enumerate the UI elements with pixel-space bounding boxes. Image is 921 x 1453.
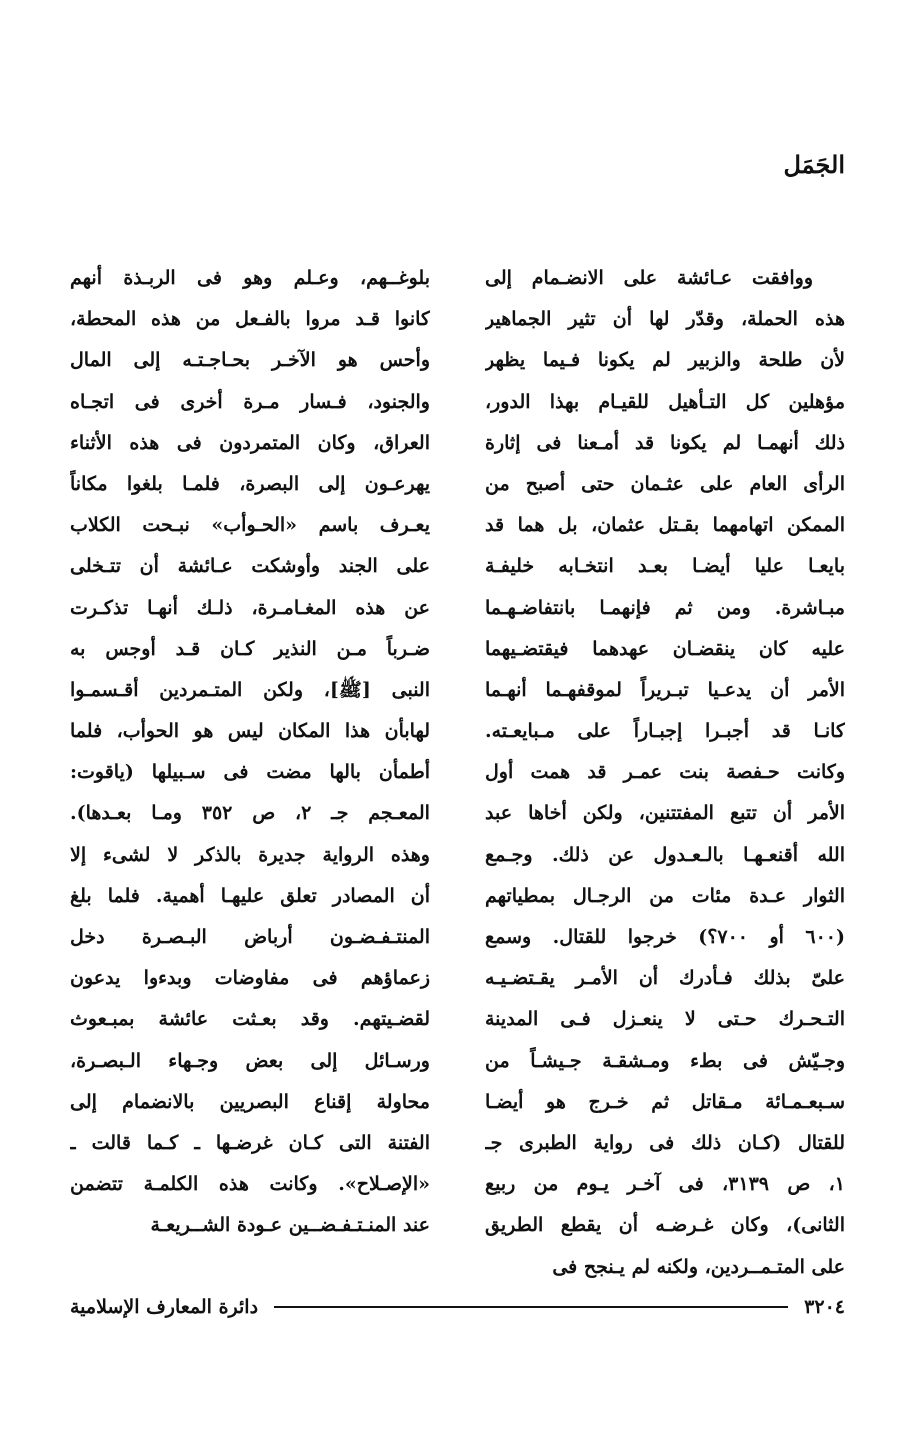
- running-head-title: الجَمَل: [783, 150, 845, 179]
- text-line: سـبعـمـائة مـقاتل ثم خـرج هو أيضـا: [485, 1090, 845, 1113]
- text-line: محاولة إقناع البصريين بالانضمام إلى: [70, 1090, 430, 1113]
- text-line: وأحس هو الآخـر بحـاجـتـه إلى المال: [70, 349, 430, 372]
- text-line: الرأى العام على عثـمان حتى أصبح من: [485, 472, 845, 495]
- text-line: الفتنة التى كـان غرضـها ـ كـما قالت ـ: [70, 1131, 430, 1154]
- text-line: ١، ص ٣١٣٩، فى آخـر يـوم من ربيع: [485, 1173, 845, 1196]
- text-line: وجـيّش فى بطء ومـشقـة جـيشـاً من: [485, 1049, 845, 1072]
- text-line: ورسـائل إلى بعض وجـهاء الـبصـرة،: [70, 1049, 430, 1072]
- text-line: بايعـا عليا أيضـا بعـد انتخـابه خليفـة: [485, 555, 845, 578]
- text-line: الأمر أن يدعـيا تبـريراً لموقفهـما أنهـما: [485, 678, 845, 701]
- text-line: ضـرباً مـن النذير كـان قـد أوجس به: [70, 637, 430, 660]
- text-line: ووافقت عـائشة على الانضـمام إلى: [485, 267, 813, 289]
- text-line: الأمر أن تتبع المفتتنين، ولكن أخاها عبد: [485, 802, 845, 825]
- text-line: الثوار عـدة مئات من الرجـال بمطياتهم: [485, 884, 845, 907]
- text-line: لهابأن هذا المكان ليس هو الحوأب، فلما: [70, 720, 430, 743]
- text-line: العراق، وكان المتمردون فى هذه الأثناء: [70, 431, 430, 454]
- text-line: بلوغــهم، وعـلم وهو فى الربـذة أنهم: [70, 267, 430, 289]
- text-line: علىّ بذلك فـأدرك أن الأمـر يقـتضـيـه: [485, 967, 845, 990]
- text-line: (٦٠٠ أو ٧٠٠؟) خرجوا للقتال. وسمع: [485, 926, 845, 948]
- text-line: التـحـرك حـتى لا ينعـزل فـى المدينة: [485, 1008, 845, 1031]
- text-line: مبـاشرة. ومن ثم فإنهمـا بانتفاضـهـما: [485, 596, 845, 619]
- text-line: الله أقنعـهـا بالـعـدول عن ذلك. وجـمع: [485, 843, 845, 866]
- text-line: النبى [ﷺ]، ولكن المتـمردين أقـسمـوا: [70, 678, 430, 701]
- text-line: للقتال (كـان ذلك فى رواية الطبرى جـ: [485, 1131, 845, 1154]
- text-line: هذه الحملة، وقدّر لها أن تثير الجماهير: [485, 308, 845, 331]
- footer-rule: [274, 1306, 788, 1308]
- text-line: وكانت حـفصة بنت عمـر قد همت أول: [485, 761, 845, 784]
- text-line: على المتـمــردين، ولكنه لم يـنجح فى: [552, 1255, 845, 1278]
- text-line: زعماؤهم فى مفاوضات وبدءوا يدعون: [70, 967, 430, 990]
- text-column-right: [485, 258, 845, 1288]
- text-line: ذلك أنهمـا لم يكونا قد أمـعنا فى إثارة: [485, 431, 845, 454]
- text-line: لقضـيتهم. وقد بعـثت عائشة بمبـعوث: [70, 1008, 430, 1031]
- publication-title: دائرة المعارف الإسلامية: [70, 1296, 259, 1318]
- page-footer: [70, 1292, 845, 1322]
- text-line: المعـجم جـ ٢، ص ٣٥٢ ومـا بعـدها).: [70, 802, 430, 825]
- text-column-left: [70, 258, 430, 1247]
- text-line: أطمأن بالها مضت فى سـبيلها (ياقوت:: [70, 761, 430, 784]
- text-line: عليه كان ينقضـان عهدهما فيقتضـيهما: [485, 637, 845, 660]
- text-line: كانـا قد أجبـرا إجبـاراً على مـبايعـته.: [485, 720, 845, 743]
- text-line: «الإصـلاح». وكانت هذه الكلمـة تتضمن: [70, 1173, 430, 1196]
- text-line: لأن طلحة والزبير لم يكونا فـيما يظهر: [485, 349, 845, 372]
- text-line: عند المنـتـفـضــين عـودة الشــريعـة: [150, 1214, 430, 1237]
- text-line: الثانى)، وكان غـرضـه أن يقطع الطريق: [485, 1214, 845, 1237]
- text-line: كانوا قـد مروا بالفـعل من هذه المحطة،: [70, 308, 430, 331]
- text-line: والجنود، فـسار مـرة أخرى فى اتجـاه: [70, 390, 430, 413]
- text-line: يعـرف باسم «الحـوأب» نبـحت الكلاب: [70, 514, 430, 537]
- text-line: وهذه الرواية جديرة بالذكر لا لشىء إلا: [70, 843, 430, 866]
- page-number: ٣٢٠٤: [804, 1296, 845, 1318]
- text-line: عن هذه المغـامـرة، ذلـك أنهـا تذكـرت: [70, 596, 430, 619]
- text-line: على الجند وأوشكت عـائشة أن تتـخلى: [70, 555, 430, 578]
- text-line: المنتـفـضـون أرباض البـصـرة دخل: [70, 926, 430, 948]
- text-line: أن المصادر تعلق عليهـا أهمية. فلما بلغ: [70, 884, 430, 907]
- text-line: الممكن اتهامهما بقـتل عثمان، بل هما قد: [485, 514, 845, 537]
- text-line: مؤهلين كل التـأهيل للقيـام بهذا الدور،: [485, 390, 845, 413]
- text-line: يهرعـون إلى البصرة، فلمـا بلغوا مكاناً: [70, 472, 430, 495]
